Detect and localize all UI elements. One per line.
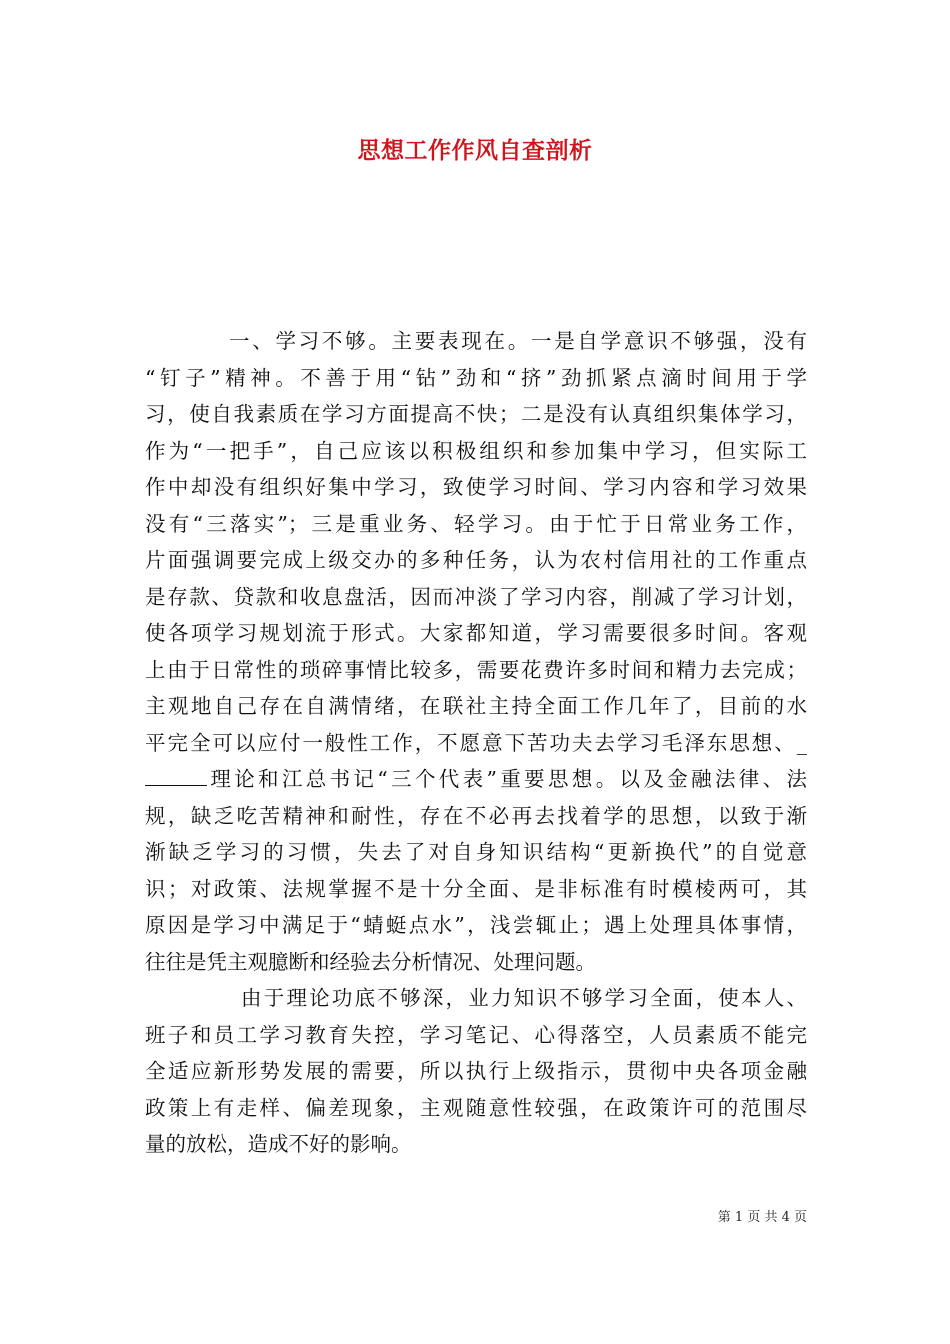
text-line: 由于理论功底不够深，业力知识不够学习全面，使本人、 (241, 986, 807, 1010)
document-body (145, 323, 807, 1163)
text-line: 规，缺乏吃苦精神和耐性，存在不必再去找着学的思想，以致于渐 (145, 803, 807, 828)
text-line: 往往是凭主观臆断和经验去分析情况、处理问题。 (145, 949, 596, 974)
text-line: 是存款、贷款和收息盘活，因而冲淡了学习内容，削减了学习计划， (145, 584, 807, 609)
text-line: 习，使自我素质在学习方面提高不快；二是没有认真组织集体学习， (145, 402, 807, 426)
text-line: 原因是学习中满足于“蜻蜓点水”，浅尝辄止；遇上处理具体事情， (145, 913, 807, 937)
text-line-with-blank (145, 761, 807, 798)
text-line: 识；对政策、法规掌握不是十分全面、是非标准有时模棱两可，其 (145, 876, 807, 901)
text-line: 片面强调要完成上级交办的多种任务，认为农村信用社的工作重点 (145, 548, 807, 572)
text-line: 作中却没有组织好集中学习，致使学习时间、学习内容和学习效果 (145, 475, 807, 499)
text-line: 一、学习不够。主要表现在。一是自学意识不够强，没有 (229, 329, 807, 353)
text-line: 主观地自己存在自满情绪，在联社主持全面工作几年了，目前的水 (145, 694, 807, 718)
page-number-footer: 第 1 页 共 4 页 (717, 1210, 807, 1225)
text-line: 全适应新形势发展的需要，所以执行上级指示，贯彻中央各项金融 (145, 1059, 807, 1083)
paragraph-2 (145, 980, 807, 1163)
text-line: 量的放松，造成不好的影响。 (145, 1132, 412, 1156)
text-line: 作为“一把手”，自己应该以积极组织和参加集中学习，但实际工 (145, 438, 807, 463)
paragraph-1 (145, 323, 807, 980)
text-line: 政策上有走样、偏差现象，主观随意性较强，在政策许可的范围尽 (145, 1095, 807, 1120)
text-line: 班子和员工学习教育失控，学习笔记、心得落空，人员素质不能完 (145, 1022, 807, 1047)
text-line: 平完全可以应付一般性工作，不愿意下苦功夫去学习毛泽东思想、_ (145, 730, 807, 755)
text-line-rest: 理论和江总书记“三个代表”重要思想。以及金融法律、法 (207, 767, 807, 791)
text-line: 使各项学习规划流于形式。大家都知道，学习需要很多时间。客观 (145, 621, 807, 645)
fill-in-blank (145, 767, 207, 786)
text-line: 上由于日常性的琐碎事情比较多，需要花费许多时间和精力去完成； (145, 657, 807, 682)
text-line: “钉子”精神。不善于用“钻”劲和“挤”劲抓紧点滴时间用于学 (145, 365, 807, 390)
text-line: 没有“三落实”；三是重业务、轻学习。由于忙于日常业务工作， (145, 511, 807, 536)
document-title: 思想工作作风自查剖析 (357, 138, 593, 164)
text-line: 渐缺乏学习的习惯，失去了对自身知识结构“更新换代”的自觉意 (145, 840, 807, 864)
